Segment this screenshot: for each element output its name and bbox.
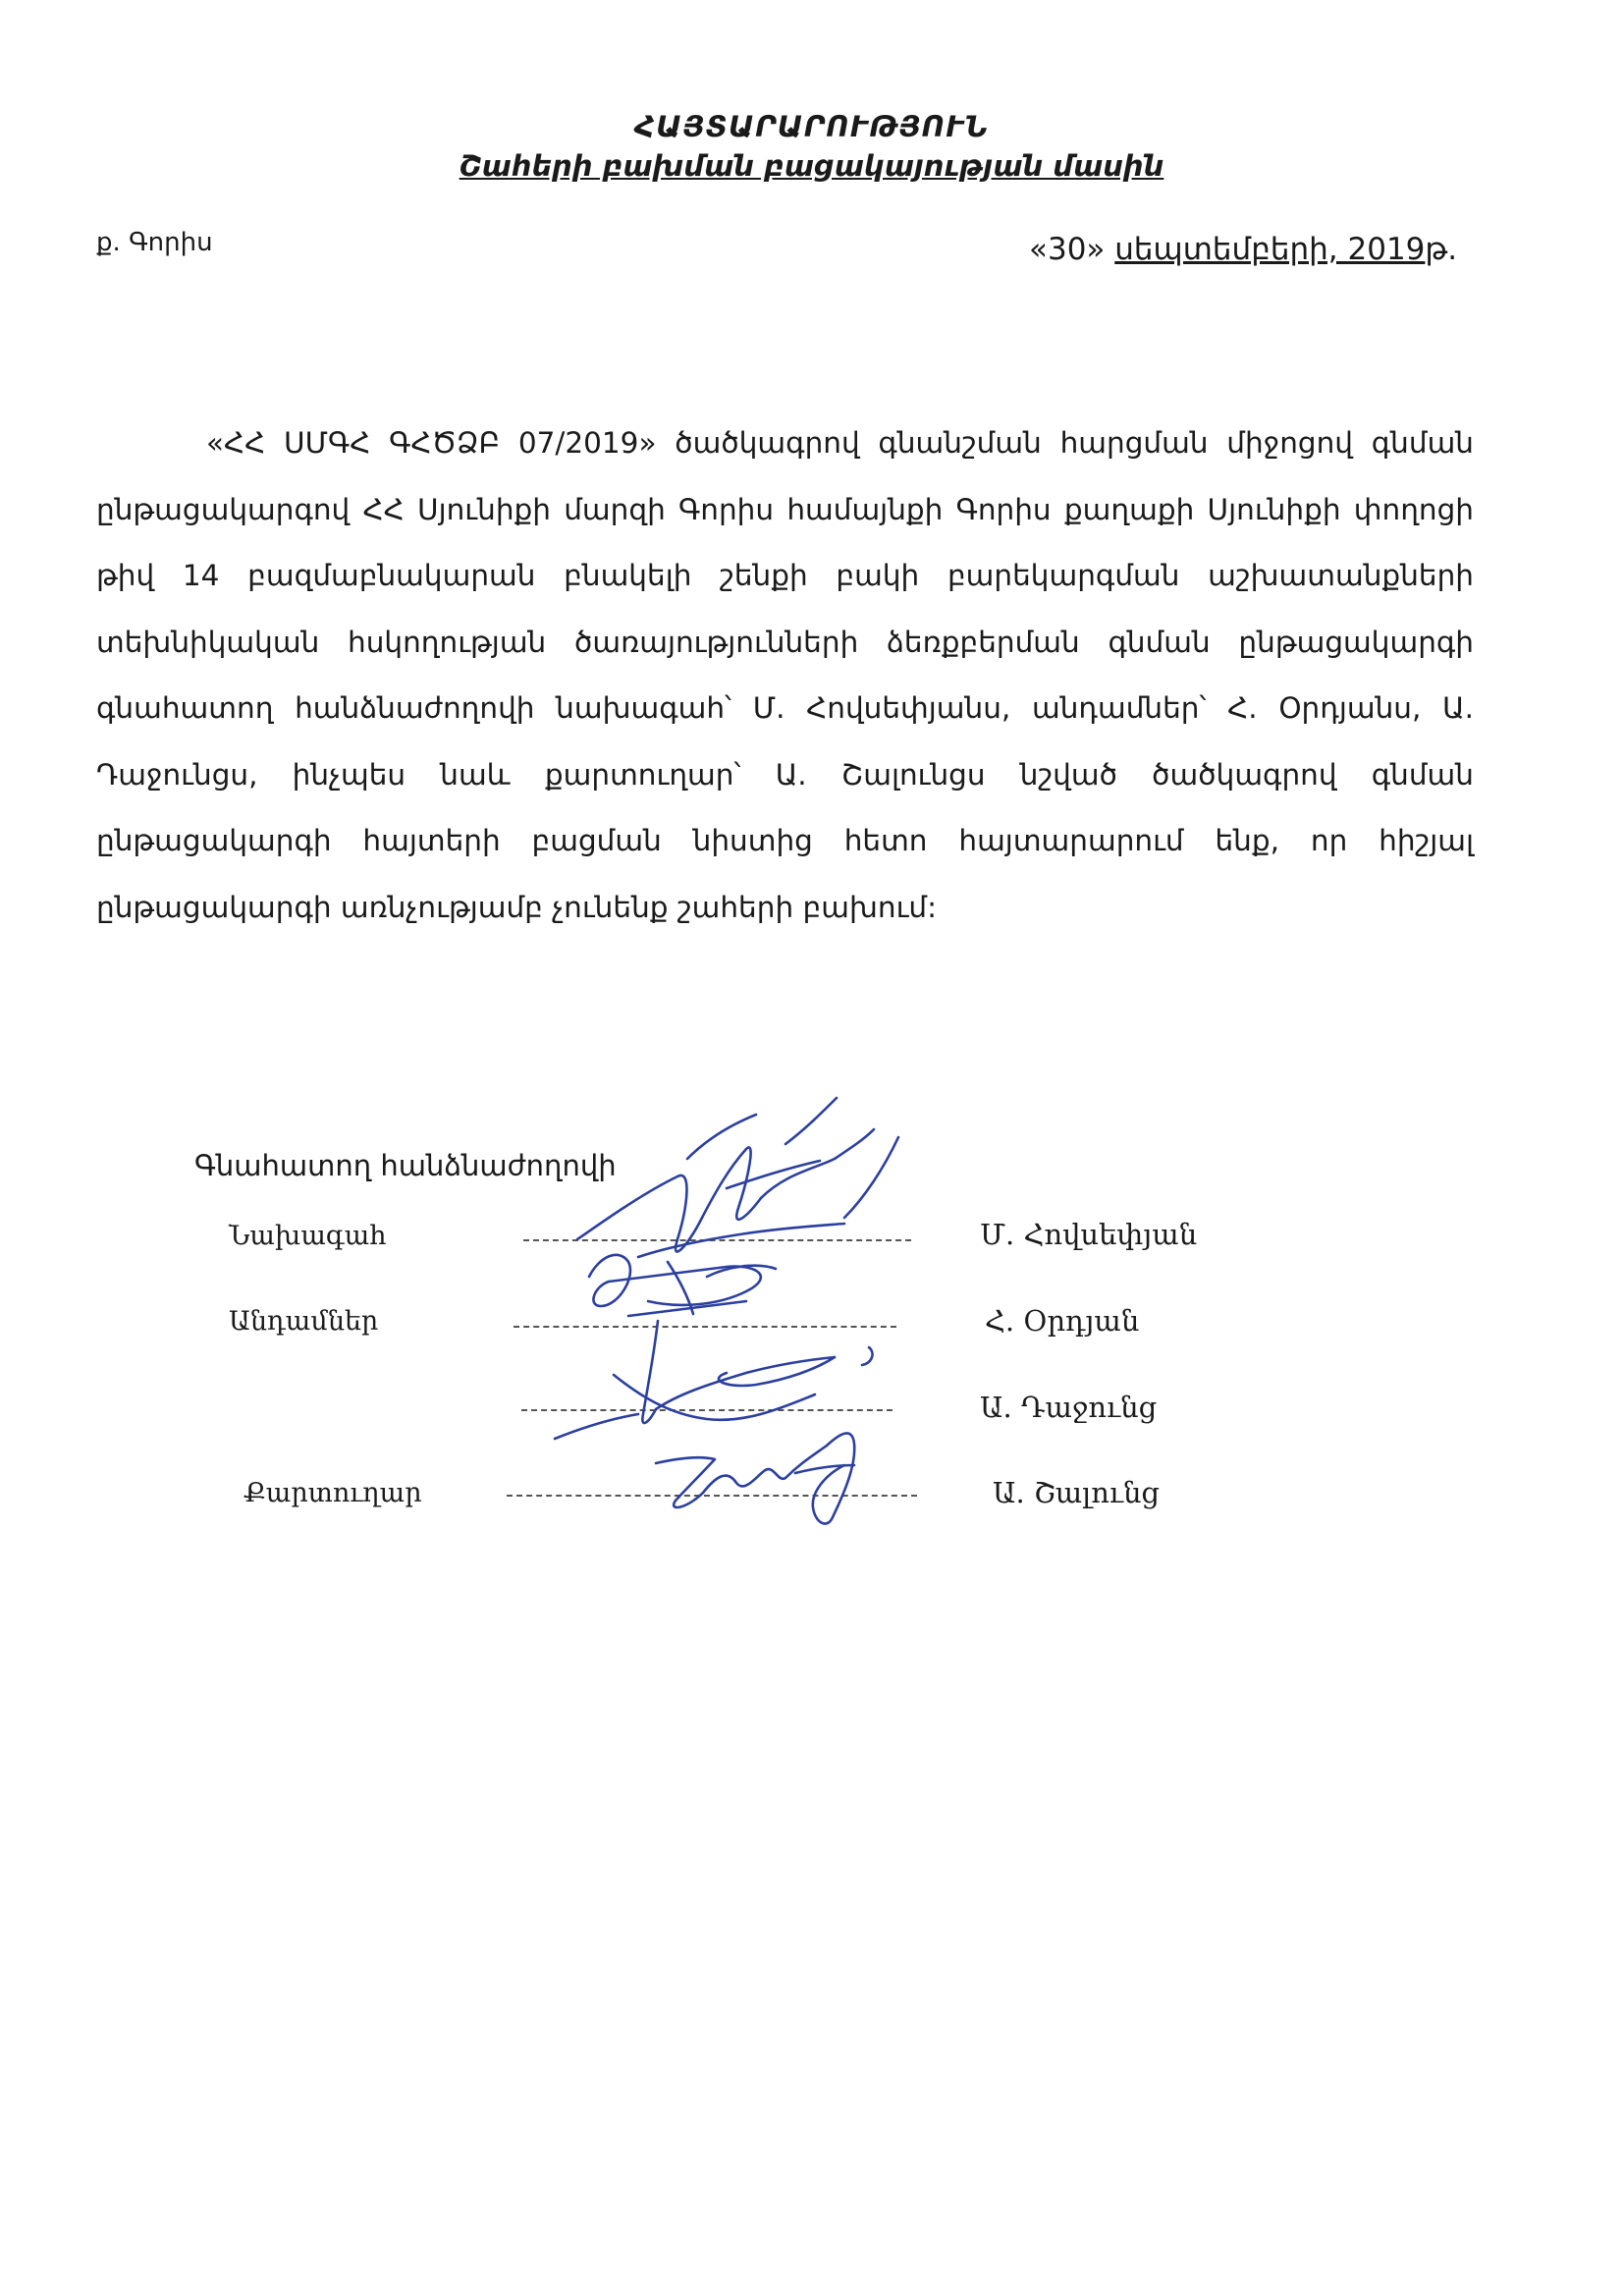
secretary-signature xyxy=(656,1433,854,1523)
chairman-signature xyxy=(577,1098,898,1257)
place-line: ք. Գորիս xyxy=(96,228,213,257)
member-name: Հ. Օրդյան xyxy=(985,1304,1140,1338)
document-subtitle: Շահերի բախման բացակայության մասին xyxy=(459,149,1164,183)
chairman-label: Նախագահ xyxy=(229,1221,387,1251)
document-title: ՀԱՅՏԱՐԱՐՈՒԹՅՈՒՆ xyxy=(634,110,989,143)
date-suffix: թ. xyxy=(1425,232,1458,267)
member-signature xyxy=(555,1321,873,1439)
date-month-year: սեպտեմբերի, 2019 xyxy=(1114,232,1426,267)
chairman-name: Մ. Հովսեփյան xyxy=(980,1218,1198,1251)
members-label: Անդամներ xyxy=(229,1306,379,1337)
member-signature xyxy=(589,1255,776,1316)
declaration-paragraph: «ՀՀ ՍՄԳՀ ԳՀԾՁԲ 07/2019» ծածկագրով գնանշման հարցման միջոցով գնման ընթացակարգով ՀՀ Սյունիքի մարզի Գորիս համայնքի Գորիս քաղաքի Սյունիքի փողոցի թիվ 14 բազմաբնակարան բնակելի շենքի բակի բարեկարգման աշխատանքների տեխնիկական հսկողության ծառայությունների ձեռքբերման գնման ընթացակարգի գնահատող հանձնաժողովի նախագահ՝ Մ. Հովսեփյանս, անդամներ՝ Հ. Օրդյանս, Ա. Դաջունցս, ինչպես նաև քարտուղար՝ Ա. Շալունցս նշված ծածկագրով գնման ընթացակարգի հայտերի բացման նիստից հետո հայտարարում ենք, որ հիշյալ ընթացակարգի առնչությամբ չունենք շահերի բախում: xyxy=(96,426,1474,924)
member-name: Ա. Դաջունց xyxy=(980,1391,1158,1424)
secretary-label: Քարտուղար xyxy=(243,1478,422,1508)
date-day: «30» xyxy=(1029,232,1115,267)
secretary-name: Ա. Շալունց xyxy=(993,1476,1161,1509)
committee-heading: Գնահատող հանձնաժողովի xyxy=(194,1149,617,1182)
